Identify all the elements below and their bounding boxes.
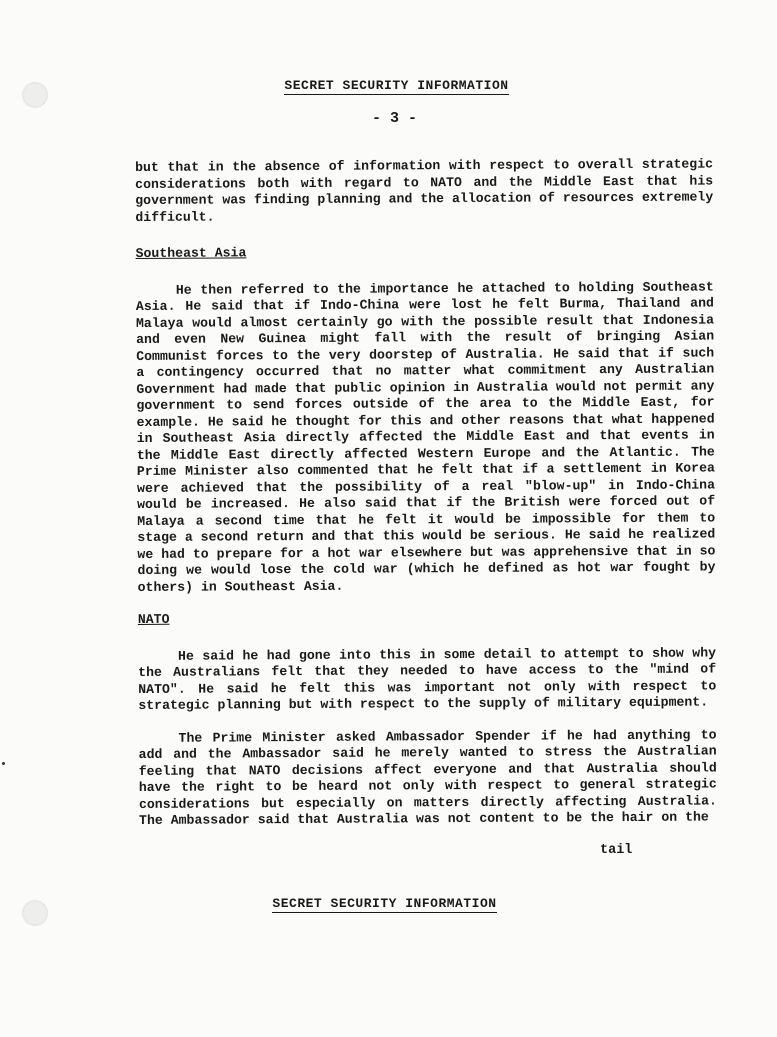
section-heading-nato: NATO bbox=[137, 611, 170, 627]
classification-footer-text: SECRET SECURITY INFORMATION bbox=[272, 896, 497, 911]
paragraph-nato-access: He said he had gone into this in some detail to attempt to show why the Australians felt that they needed to have access to the "mind of NATO". He said he felt this was important not only with respect to strategic planning but with respect to the supply of military equipment. bbox=[138, 644, 717, 713]
classification-header bbox=[8, 78, 777, 95]
margin-mark bbox=[2, 762, 5, 765]
classification-footer bbox=[0, 896, 773, 913]
paragraph-continuation: but that in the absence of information with respect to overall strategic considerations both with regard to NATO and the Middle East that his government was finding planning and the allocation of resources extremely difficult. bbox=[135, 156, 714, 225]
document-body bbox=[135, 156, 717, 829]
section-heading-southeast-asia: Southeast Asia bbox=[135, 245, 247, 261]
page-number: - 3 - bbox=[371, 110, 417, 127]
paragraph-southeast-asia: He then referred to the importance he attached to holding Southeast Asia. He said that if Indo-China were lost he felt Burma, Thailand and Malaya would almost certainly go with the possible result that Indonesia and even New Guinea might fall with the result of bringing Asian Communist forces to the very doorstep of Australia. He said that if such a contingency occurred that no matter what commitment any Australian Government had made that public opinion in Australia would not permit any government to send forces outside of the area to the Middle East, for example. He said he thought for this and other reasons that what happened in Southeast Asia directly affected the Middle East and that events in the Middle East directly affected Western Europe and the Atlantic. The Prime Minister also commented that he felt that if a settlement in Korea were achieved that the possibility of a real "blow-up" in Indo-China would be increased. He also said that if the British were forced out of Malaya a second time that he felt it would be impossible for them to stage a second return and that this would be serious. He said he realized we had to prepare for a hot war elsewhere but was apprehensive that in so doing we would lose the cold war (which he defined as hot war fought by others) in Southeast Asia. bbox=[135, 278, 716, 595]
catchword: tail bbox=[600, 843, 633, 858]
paragraph-ambassador-spender: The Prime Minister asked Ambassador Spender if he had anything to add and the Ambassador said he merely wanted to stress the Australian feeling that NATO decisions affect everyone and that Australia should have the right to be heard not only with respect to general strategic considerations but especially on matters directly affecting Australia. The Ambassador said that Australia was not content to be the hair on the bbox=[138, 726, 717, 828]
classification-header-text: SECRET SECURITY INFORMATION bbox=[284, 78, 509, 93]
